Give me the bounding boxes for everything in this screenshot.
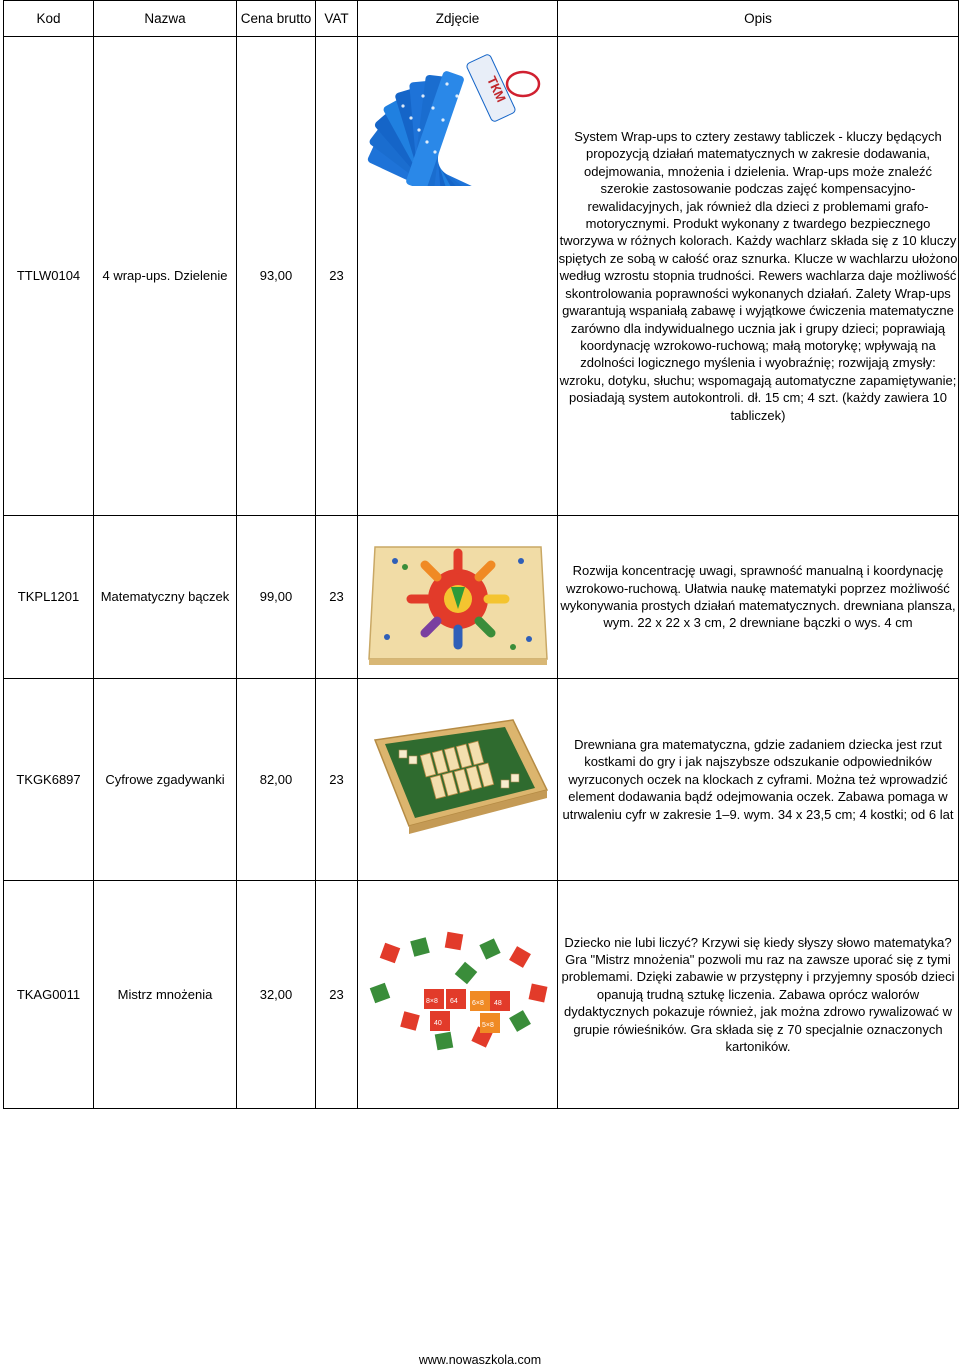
wrap-ups-fan <box>363 54 539 186</box>
shut-the-box-photo <box>363 710 553 850</box>
card-text: 64 <box>449 997 458 1005</box>
product-code: TKGK6897 <box>4 679 94 881</box>
table-row <box>4 881 959 1109</box>
table-row <box>4 37 959 516</box>
card-text: 40 <box>433 1019 442 1027</box>
header-vat: VAT <box>316 1 358 37</box>
header-code: Kod <box>4 1 94 37</box>
wrapups-tag-text: ТКМ <box>483 73 509 105</box>
product-price: 99,00 <box>237 516 316 679</box>
product-photo <box>358 881 558 1109</box>
product-description: System Wrap-ups to cztery zestawy tabliczek - kluczy będących propozycją działań matematycznych w zakresie dodawania, odejmowania, mnożenia i dzielenia. Wrap-ups może znaleźć szerokie zastosowanie podczas zajęć kompensacyjno-rewalidacyjnych, jak również dla dzieci z problemami grafo-motorycznymi. Produkt wykonany z twardego bezpiecznego tworzywa w różnych kolorach. Każdy wachlarz składa się z 10 kluczy spiętych ze sobą w całość oraz sznurka. Klucze w wachlarzu ułożono według wzrostu stopnia trudności. Rewers wachlarza daje możliwość skontrolowania poprawności wykonanych działań. Zalety Wrap-ups gwarantują wspaniałą zabawę i wyjątkowe ćwiczenia matematyczne zarówno dla indywidualnego ucznia jak i grupy dzieci; poprawiają koordynację wzrokowo-ruchową; małą motorykę; wpływają na zdolności logicznego myślenia i wyobraźnię; rozwijają zmysły: wzroku, dotyku, słuchu; wspomagają automatyczne zapamiętywanie; posiadają system autokontroli. dł. 15 cm; 4 szt. (każdy zawiera 10 tabliczek) <box>558 37 959 516</box>
card-text: 48 <box>493 999 502 1007</box>
spinning-top-board-photo <box>365 527 551 667</box>
product-table <box>3 0 959 1109</box>
product-photo <box>358 37 558 516</box>
product-vat: 23 <box>316 679 358 881</box>
product-vat: 23 <box>316 881 358 1109</box>
product-code: TKPL1201 <box>4 516 94 679</box>
product-price: 32,00 <box>237 881 316 1109</box>
header-price: Cena brutto <box>237 1 316 37</box>
header-description: Opis <box>558 1 959 37</box>
product-price: 93,00 <box>237 37 316 516</box>
product-photo <box>358 679 558 881</box>
product-name: Matematyczny bączek <box>94 516 237 679</box>
center-cards <box>424 989 510 1033</box>
product-description: Dziecko nie lubi liczyć? Krzywi się kiedy słyszy słowo matematyka? Gra "Mistrz mnożenia" pozwoli mu raz na zawsze uporać się z tymi problemami. Dzięki zabawie w przystępny i przyjemny sposób dzieci opanują trudną sztukę liczenia. Zabawa oprócz walorów dydaktycznych pokazuje również, jak można zdrowo rywalizować w grupie rówieśników. Gra składa się z 70 specjalnie oznaczonych kartoników. <box>558 881 959 1109</box>
product-name: Mistrz mnożenia <box>94 881 237 1109</box>
footer-url: www.nowaszkola.com <box>418 1353 542 1367</box>
product-code: TTLW0104 <box>4 37 94 516</box>
product-description: Rozwija koncentrację uwagi, sprawność manualną i koordynację wzrokowo-ruchową. Ułatwia naukę matematyki poprzez możliwość wykonywania prostych działań matematycznych. drewniana plansza, wym. 22 x 22 x 3 cm, 2 drewniane bączki o wys. 4 cm <box>558 516 959 679</box>
product-vat: 23 <box>316 37 358 516</box>
product-name: Cyfrowe zgadywanki <box>94 679 237 881</box>
product-vat: 23 <box>316 516 358 679</box>
product-code: TKAG0011 <box>4 881 94 1109</box>
table-header-row <box>4 1 959 37</box>
product-price: 82,00 <box>237 679 316 881</box>
table-row <box>4 679 959 881</box>
card-text: 6×8 <box>471 999 484 1007</box>
card-text: 5×8 <box>481 1021 494 1029</box>
header-photo: Zdjęcie <box>358 1 558 37</box>
product-photo <box>358 516 558 679</box>
wrap-ups-keys-photo <box>363 37 553 187</box>
multiplication-cards-photo <box>362 925 554 1065</box>
product-description: Drewniana gra matematyczna, gdzie zadaniem dziecka jest rzut kostkami do gry i jak najszybsze odszukanie odpowiedników wyrzuconych oczek na klockach z cyframi. Można też wprowadzić element dodawania bądź odejmowania oczek. Zabawa pomaga w utrwaleniu cyfr w zakresie 1–9. wym. 34 x 23,5 cm; 4 kostki; od 6 lat <box>558 679 959 881</box>
card-text: 8×8 <box>425 997 438 1005</box>
table-row <box>4 516 959 679</box>
header-name: Nazwa <box>94 1 237 37</box>
product-name: 4 wrap-ups. Dzielenie <box>94 37 237 516</box>
